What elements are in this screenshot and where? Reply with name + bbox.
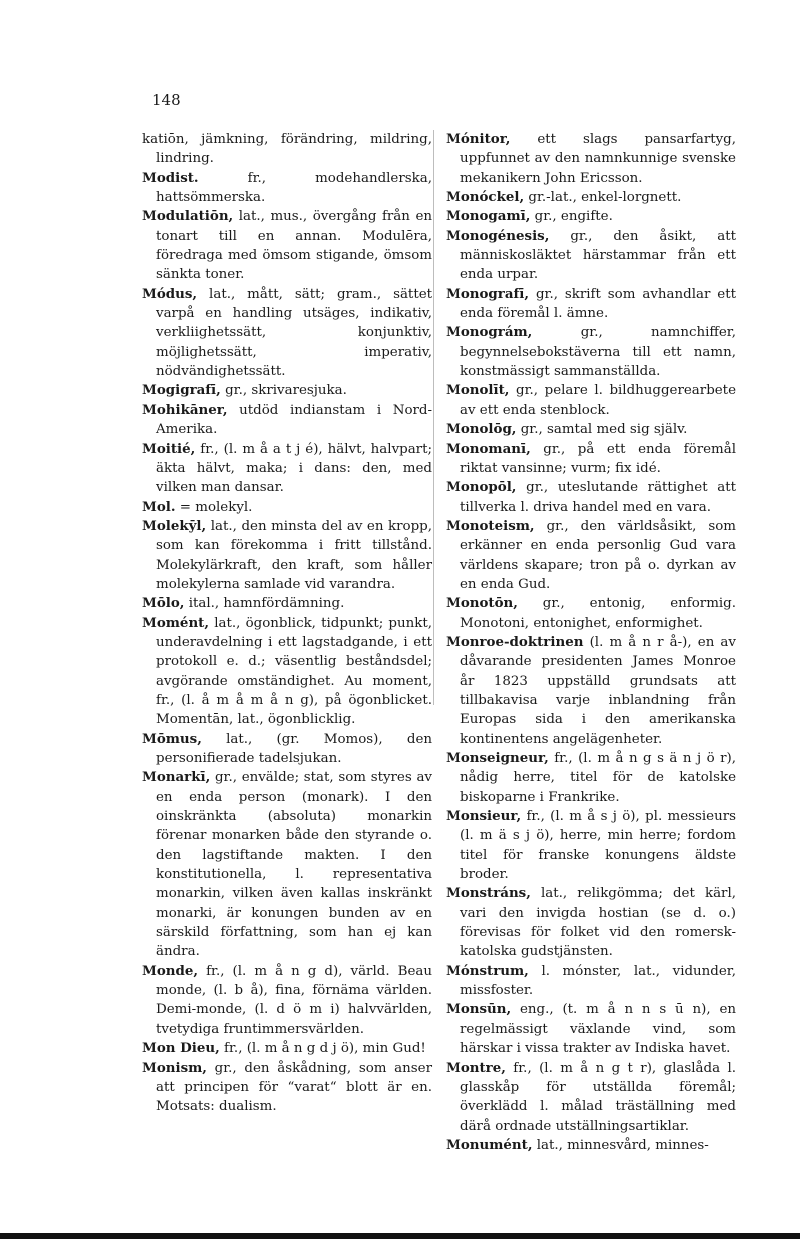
dictionary-entry [142, 768, 432, 961]
entry-term: Monomanī, [446, 440, 531, 457]
dictionary-entry [446, 130, 736, 188]
entry-term: Monumént, [446, 1136, 533, 1153]
entry-text: gr., namnchiffer, begynnelsebokstäverna till ett namn, konstmässigt sammanställda. [460, 325, 736, 380]
dictionary-entry [142, 498, 432, 517]
entry-text: katiōn, jämkning, förändring, mildring, lindring. [142, 132, 432, 167]
column-divider [433, 130, 434, 705]
entry-term: Monolōg, [446, 421, 517, 438]
entry-term: Modist. [142, 169, 199, 186]
entry-term: Mol. [142, 498, 176, 515]
entry-term: Mōlo, [142, 595, 185, 612]
entry-term: Módus, [142, 285, 198, 302]
entry-term: Monopōl, [446, 479, 517, 496]
scan-bottom-edge [0, 1233, 800, 1239]
dictionary-entry [142, 614, 432, 730]
entry-text: fr., (l. m å n g d), värld. Beau monde, (l. b å), fina, förnäma världen. Demi-monde, (l. d ö m i) halvvärlden, tvetydiga fruntimmersvärlden. [156, 963, 432, 1037]
entry-term: Monotōn, [446, 595, 518, 612]
left-column [142, 130, 432, 1117]
entry-text: fr., (l. m å s j ö), pl. messieurs (l. m ä s j ö), herre, min herre; fordom titel för franske konungens äldste broder. [460, 809, 736, 883]
dictionary-entry [142, 381, 432, 400]
entry-term: Monsūn, [446, 1001, 512, 1018]
dictionary-entry [446, 884, 736, 961]
entry-text: lat., den minsta del av en kropp, som kan förekomma i fritt tillstånd. Molekylärkraft, den kraft, som håller molekylerna samlade vid varandra. [156, 518, 433, 592]
entry-text: lat., mått, sätt; gram., sättet varpå en handling utsäges, indikativ, verkliighetssätt, konjunktiv, möjlighetssätt, imperativ, nödvändighetssätt. [156, 286, 433, 380]
entry-term: Monseigneur, [446, 750, 549, 766]
entry-text: l. mónster, lat., vidunder, missfoster. [460, 963, 736, 999]
entry-term: Monarkī, [142, 769, 211, 786]
entry-term: Mónitor, [446, 131, 511, 147]
entry-text: lat., (gr. Momos), den personifierade tadelsjukan. [156, 731, 432, 766]
entry-text: eng., (t. m å n n s ū n), en regelmässigt växlande vind, som härskar i vissa trakter av Indiska havet. [460, 1002, 736, 1057]
entry-text: fr., (l. m å n g s ä n j ö r), nådig herre, titel för de katolske biskoparne i Frankrike. [460, 751, 737, 805]
entry-text: gr., den världsåsikt, som erkänner en enda personlig Gud vara världens skapare; tron på o. dyrkan av en enda Gud. [460, 518, 736, 592]
entry-text: gr., den åskådning, som anser att principen för “varat“ blott är en. Motsats: dualism. [156, 1060, 432, 1115]
entry-text: lat., minnesvård, minnes- [536, 1137, 709, 1153]
dictionary-entry [446, 807, 736, 884]
dictionary-entry [446, 207, 736, 226]
dictionary-entry [446, 594, 736, 633]
entry-text: lat., ögonblick, tidpunkt; punkt, underavdelning i ett lagstadgande, i ett protokoll e. d.; väsentlig beståndsdel; avgörande omständighet. Au moment, fr., (l. å m å m å n g), på ögonblicket. Momentān, lat., ögonblicklig. [156, 615, 432, 728]
entry-term: Monogamī, [446, 208, 531, 225]
dictionary-entry [446, 381, 736, 420]
entry-term: Modulatiōn, [142, 208, 234, 225]
entry-text: ital., hamnfördämning. [188, 596, 345, 612]
entry-text: gr., på ett enda föremål riktat vansinne; vurm; fix idé. [460, 441, 736, 476]
entry-term: Monoteism, [446, 517, 535, 534]
entry-text: utdöd indianstam i Nord-Amerika. [156, 402, 433, 438]
entry-text: = molekyl. [179, 499, 253, 515]
dictionary-entry [142, 594, 432, 613]
dictionary-entry [142, 730, 432, 769]
entry-text: fr., (l. m å n g d j ö), min Gud! [224, 1041, 426, 1057]
dictionary-entry [142, 440, 432, 498]
entry-text: gr., skrivaresjuka. [225, 383, 347, 399]
dictionary-entry [446, 962, 736, 1001]
dictionary-entry [446, 633, 736, 749]
dictionary-entry [446, 1136, 736, 1155]
dictionary-entry [446, 1059, 736, 1136]
entry-term: Mogigrafī, [142, 382, 221, 399]
entry-term: Monográm, [446, 324, 533, 341]
entry-text: fr., modehandlerska, hattsömmerska. [156, 170, 432, 206]
entry-text: fr., (l. m å n g t r), glaslåda l. glasskåp för utställda föremål; överklädd l. målad träställning med därå ordnade utställningsartiklar. [460, 1060, 736, 1134]
dictionary-entry [142, 401, 432, 440]
entry-term: Monogénesis, [446, 227, 550, 244]
dictionary-entry [142, 1039, 432, 1058]
entry-text: gr.-lat., enkel-lorgnett. [528, 190, 682, 206]
dictionary-entry [142, 517, 432, 594]
dictionary-entry [446, 1000, 736, 1058]
entry-term: Monsieur, [446, 808, 522, 825]
entry-term: Mon Dieu, [142, 1040, 220, 1057]
entry-term: Mohikāner, [142, 401, 228, 418]
entry-text: lat., mus., övergång från en tonart till en annan. Modulēra, föredraga med ömsom stigande, ömsom sänkta toner. [156, 209, 432, 283]
dictionary-entry [446, 227, 736, 285]
entry-text: lat., relikgömma; det kärl, vari den invigda hostian (se d. o.) förevisas för folket vid den romersk-katolska gudstjänsten. [460, 886, 736, 960]
entry-text: gr., envälde; stat, som styres av en enda person (monark). I den oinskränkta (absoluta) monarkin förenar monarken både den styrande o. den lagstiftande makten. I den konstitutionella, l. representativa monarkin, vilken även kallas inskränkt monarki, är konungen bunden av en särskild författning, som han ej kan ändra. [156, 770, 432, 960]
entry-term: Mónstrum, [446, 962, 529, 979]
entry-term: Monóckel, [446, 189, 525, 206]
dictionary-entry [142, 285, 432, 382]
entry-term: Momént, [142, 614, 210, 631]
dictionary-entry [446, 285, 736, 324]
entry-term: Monstráns, [446, 885, 531, 902]
entry-term: Monografī, [446, 285, 530, 302]
entry-text: gr., engifte. [534, 209, 613, 225]
dictionary-entry [446, 749, 736, 807]
right-column [446, 130, 736, 1155]
dictionary-entry [446, 323, 736, 381]
dictionary-entry [446, 478, 736, 517]
entry-term: Mōmus, [142, 730, 202, 747]
entry-text: gr., skrift som avhandlar ett enda föremål l. ämne. [460, 286, 736, 322]
dictionary-entry [142, 130, 432, 169]
dictionary-entry [446, 517, 736, 594]
entry-term: Montre, [446, 1059, 506, 1076]
entry-term: Molekȳl, [142, 517, 207, 534]
entry-term: Monroe-doktrinen [446, 633, 584, 650]
entry-text: gr., entonig, enformig. Monotoni, entonighet, enformighet. [460, 596, 737, 631]
entry-term: Monolīt, [446, 382, 510, 399]
entry-text: gr., uteslutande rättighet att tillverka l. driva handel med en vara. [460, 480, 737, 515]
entry-term: Monism, [142, 1059, 207, 1076]
entry-text: gr., samtal med sig själv. [520, 422, 688, 438]
entry-text: (l. m å n r å-), en av dåvarande presidenten James Monroe år 1823 uppställd grundsats att tillbakavisa varje inblandning från Europas sida i den amerikanska kontinentens angelägenheter. [460, 634, 736, 747]
entry-text: gr., den åsikt, att människosläktet härstammar från ett enda urpar. [460, 228, 736, 283]
dictionary-entry [142, 962, 432, 1039]
dictionary-entry [142, 1059, 432, 1117]
entry-text: fr., (l. m å a t j é), hälvt, halvpart; äkta hälvt, maka; i dans: den, med vilken man dansar. [156, 441, 432, 496]
dictionary-entry [446, 440, 736, 479]
dictionary-entry [142, 169, 432, 208]
page-number: 148 [152, 91, 181, 109]
entry-text: ett slags pansarfartyg, uppfunnet av den namnkunnige svenske mekanikern John Ericsson. [460, 132, 736, 186]
entry-text: gr., pelare l. bildhuggerearbete av ett enda stenblock. [460, 383, 736, 418]
entry-term: Monde, [142, 962, 199, 979]
dictionary-entry [142, 207, 432, 284]
dictionary-entry [446, 188, 736, 207]
dictionary-entry [446, 420, 736, 439]
entry-term: Moitié, [142, 440, 196, 457]
